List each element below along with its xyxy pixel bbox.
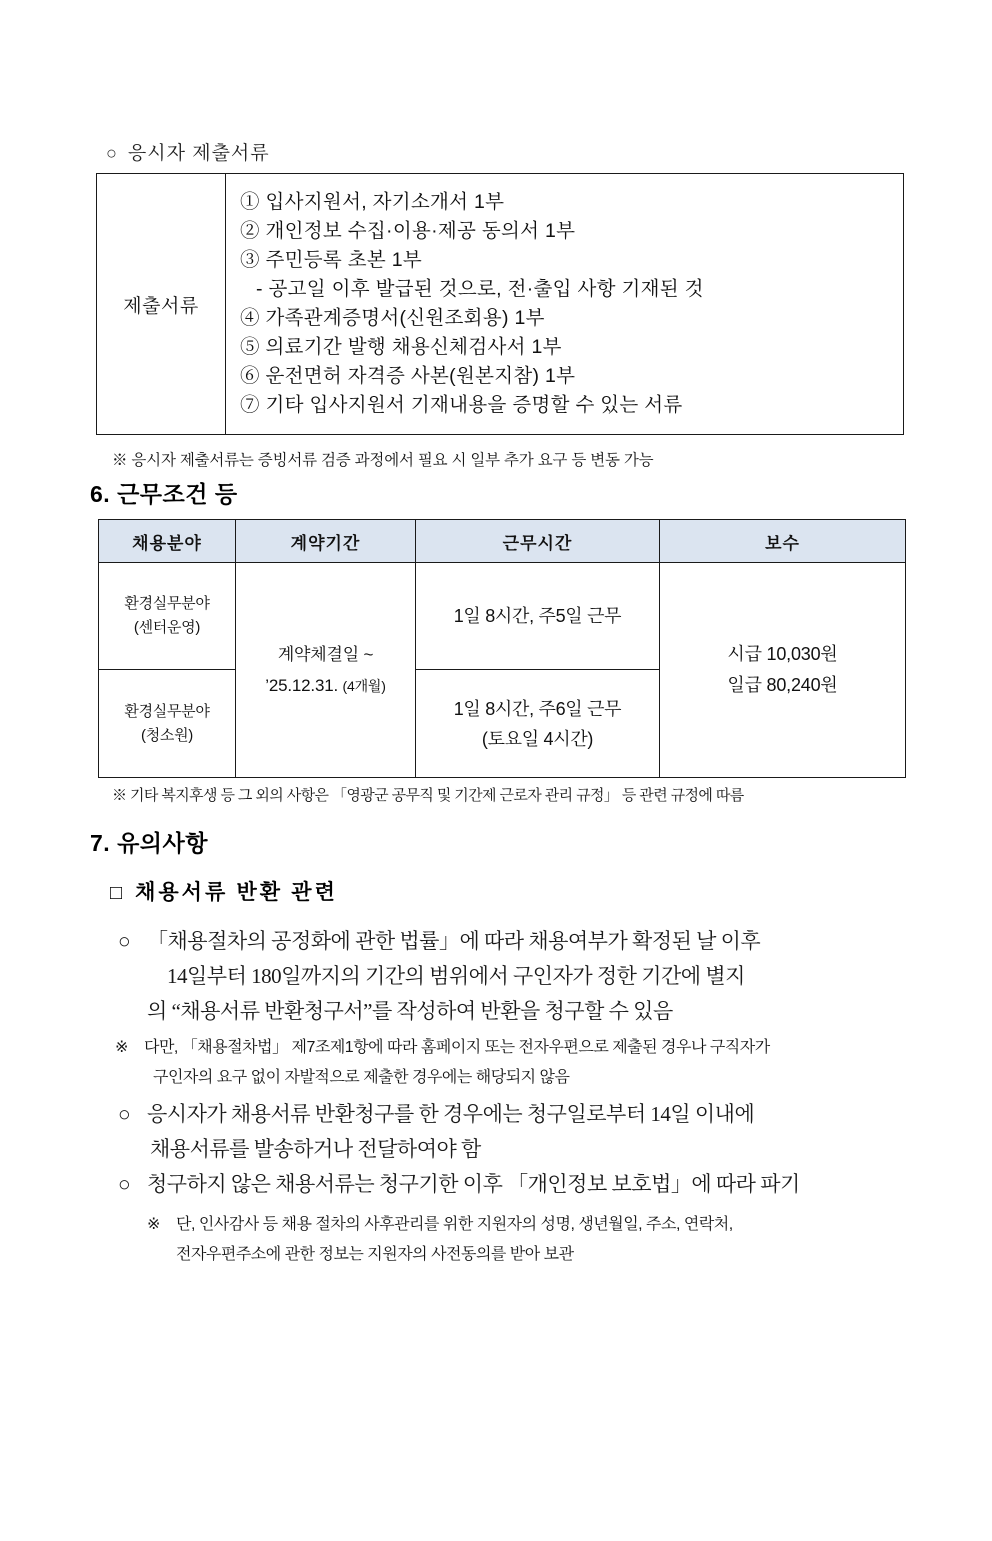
field-line2: (센터운영) — [133, 619, 201, 636]
col-header-pay: 보수 — [660, 520, 906, 563]
submission-docs-label: 응시자 제출서류 — [127, 143, 270, 164]
circle-bullet-icon: ○ — [118, 1102, 131, 1126]
circle-bullet-icon: ○ — [118, 1172, 131, 1196]
pay-line2: 일급 80,240원 — [727, 675, 838, 695]
section7-heading: 7. 유의사항 — [90, 830, 208, 856]
notice-text: 단, 인사감사 등 채용 절차의 사후관리를 위한 지원자의 성명, 생년월일, 주소, 연락처, — [176, 1216, 733, 1233]
field-line1: 환경실무분야 — [124, 595, 210, 612]
submission-docs-table — [96, 173, 904, 435]
hours-cell-row2 — [416, 670, 660, 778]
pay-line1: 시급 10,030원 — [727, 644, 838, 664]
notice-text: 14일부터 180일까지의 기간의 범위에서 구인자가 정한 기간에 별지 — [167, 964, 745, 988]
doc-item-4: ④ 가족관계증명서(신원조회용) 1부 — [240, 307, 545, 329]
notice-paragraph — [118, 924, 992, 959]
notice-paragraph — [118, 1097, 992, 1132]
circle-bullet-icon: ○ — [106, 143, 118, 163]
submission-doc-list-cell — [226, 174, 904, 435]
hours-row1: 1일 8시간, 주5일 근무 — [453, 606, 622, 626]
col-header-contract: 계약기간 — [236, 520, 416, 563]
table-header-row — [99, 520, 906, 563]
reference-mark-icon: ※ — [147, 1216, 160, 1233]
return-docs-subheading — [110, 876, 992, 906]
doc-item-2: ② 개인정보 수집·이용·제공 동의서 1부 — [240, 220, 576, 242]
field-cell-center — [99, 563, 236, 670]
document-page — [0, 138, 992, 1541]
field-cell-cleaner — [99, 670, 236, 778]
circle-bullet-icon: ○ — [118, 929, 131, 953]
notice-text: 채용서류를 발송하거나 전달하여야 함 — [150, 1137, 481, 1161]
contract-period-cell — [236, 563, 416, 778]
notice-subnote — [115, 1033, 992, 1063]
doc-item-3: ③ 주민등록 초본 1부 — [240, 249, 423, 271]
work-conditions-note: ※ 기타 복지후생 등 그 외의 사항은 「영광군 공무직 및 기간제 근로자 관리 규정」 등 관련 규정에 따름 — [112, 787, 744, 804]
field-line1: 환경실무분야 — [124, 702, 210, 720]
doc-item-7: ⑦ 기타 입사지원서 기재내용을 증명할 수 있는 서류 — [240, 394, 683, 416]
notice-text: 「채용절차의 공정화에 관한 법률」에 따라 채용여부가 확정된 날 이후 — [147, 929, 761, 953]
col-header-hours: 근무시간 — [416, 520, 660, 563]
doc-item-1: ① 입사지원서, 자기소개서 1부 — [240, 191, 505, 213]
doc-item-6: ⑥ 운전면허 자격증 사본(원본지참) 1부 — [240, 365, 576, 387]
return-docs-subheading-label: 채용서류 반환 관련 — [135, 880, 338, 904]
hours-row2-line1: 1일 8시간, 주6일 근무 — [453, 698, 622, 719]
doc-item-5: ⑤ 의료기간 발행 채용신체검사서 1부 — [240, 336, 562, 358]
hours-row2-line2: (토요일 4시간) — [481, 728, 594, 749]
notice-paragraph — [118, 1167, 992, 1202]
contract-date: ’25.12.31. — [265, 675, 338, 695]
section6-heading: 6. 근무조건 등 — [90, 481, 238, 507]
submission-row-header: 제출서류 — [97, 174, 226, 435]
contract-line1: 계약체결일 ~ — [277, 644, 374, 664]
notice-subnote — [147, 1210, 992, 1240]
notice-text: 다만, 「채용절차법」 제7조제1항에 따라 홈페이지 또는 전자우편으로 제출된 경우나 구직자가 — [144, 1039, 770, 1056]
notice-body — [0, 924, 992, 1270]
field-line2: (청소원) — [141, 726, 193, 744]
col-header-field: 채용분야 — [99, 520, 236, 563]
table-row — [97, 174, 904, 435]
table-row — [99, 563, 906, 670]
pay-cell — [660, 563, 906, 778]
doc-item-3-sub: - 공고일 이후 발급된 것으로, 전·출입 사항 기재된 것 — [256, 278, 704, 300]
square-bullet-icon: □ — [110, 882, 126, 904]
contract-line2 — [236, 670, 415, 702]
submission-note: ※ 응시자 제출서류는 증빙서류 검증 과정에서 필요 시 일부 추가 요구 등 변동 가능 — [112, 452, 654, 469]
hours-cell-row1 — [416, 563, 660, 670]
work-conditions-table — [98, 519, 906, 778]
notice-text: 의 “채용서류 반환청구서”를 작성하여 반환을 청구할 수 있음 — [147, 999, 673, 1023]
reference-mark-icon: ※ — [115, 1039, 128, 1056]
notice-text: 전자우편주소에 관한 정보는 지원자의 사전동의를 받아 보관 — [176, 1246, 574, 1263]
submission-docs-title — [106, 138, 992, 165]
notice-text: 구인자의 요구 없이 자발적으로 제출한 경우에는 해당되지 않음 — [153, 1069, 570, 1086]
notice-text: 청구하지 않은 채용서류는 청구기한 이후 「개인정보 보호법」에 따라 파기 — [147, 1172, 800, 1196]
notice-text: 응시자가 채용서류 반환청구를 한 경우에는 청구일로부터 14일 이내에 — [147, 1102, 755, 1126]
contract-months: (4개월) — [342, 677, 386, 694]
